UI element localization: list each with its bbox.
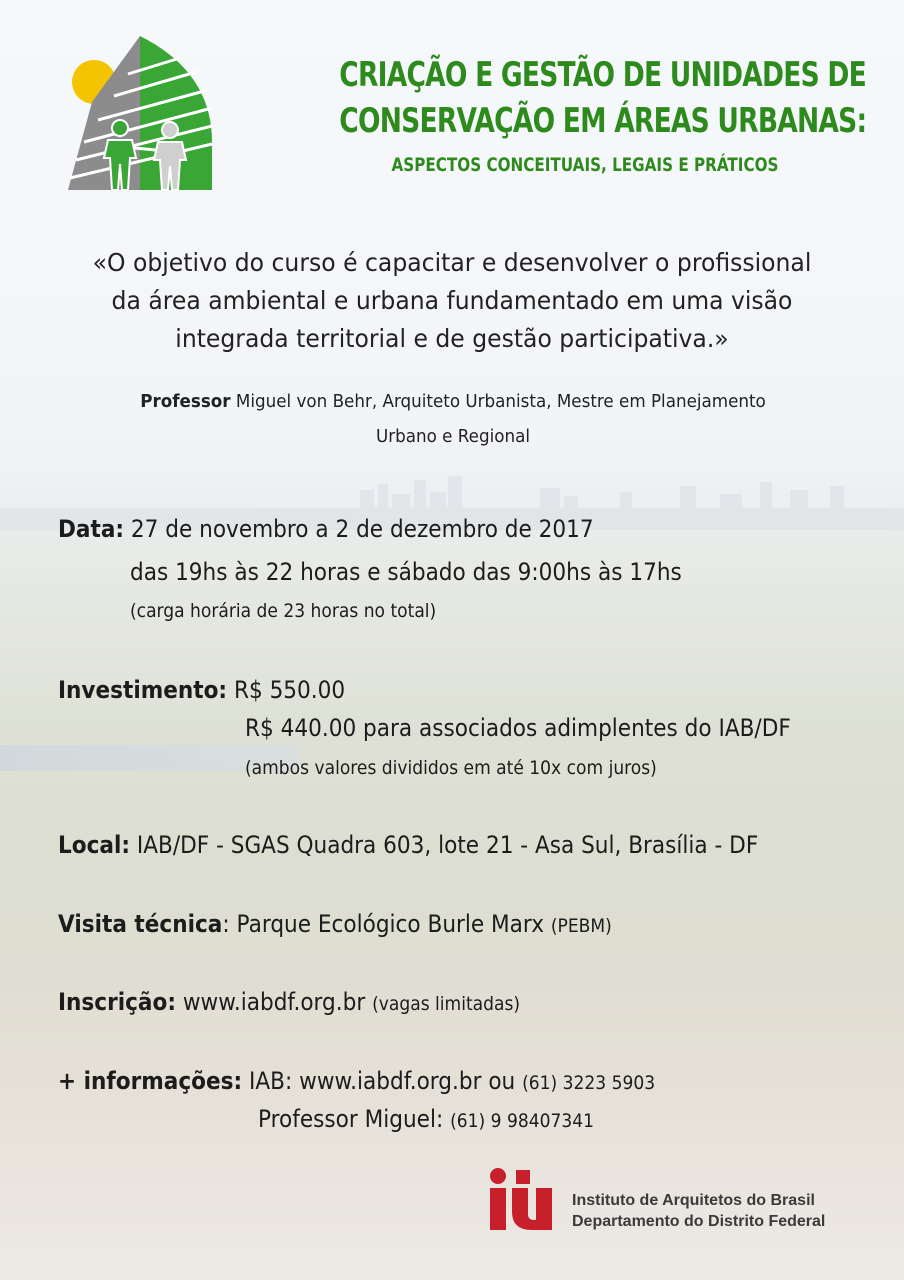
- more-info-row: [58, 1067, 796, 1095]
- green-leaf-people-logo: [62, 32, 214, 196]
- iab-logo: [486, 1166, 554, 1232]
- iab-org-name: [572, 1190, 892, 1232]
- date-range: 27 de novembro a 2 de dezembro de 2017: [130, 515, 594, 543]
- technical-visit-label: Visita técnica: [58, 910, 223, 938]
- more-info-label: + informações:: [58, 1067, 243, 1095]
- investment-member-price: R$ 440.00 para associados adimplentes do IAB/DF: [245, 714, 791, 742]
- quote-line-2: da área ambiental e urbana fundamentado em uma visão: [111, 286, 793, 315]
- date-hours: das 19hs às 22 horas e sábado das 9:00hs às 17hs: [130, 558, 682, 586]
- title-line-2: CONSERVAÇÃO EM ÁREAS URBANAS:: [339, 101, 867, 141]
- professor-info: [86, 384, 821, 454]
- iab-org-line-1: Instituto de Arquitetos do Brasil: [572, 1192, 815, 1209]
- technical-visit-row: [58, 910, 796, 938]
- investment-label: Investimento:: [58, 676, 228, 704]
- registration-label: Inscrição:: [58, 988, 176, 1016]
- technical-visit-value: Parque Ecológico Burle Marx: [236, 910, 544, 938]
- course-subtitle: ASPECTOS CONCEITUAIS, LEGAIS E PRÁTICOS: [391, 154, 779, 176]
- iab-org-line-2: Departamento do Distrito Federal: [572, 1213, 826, 1230]
- registration-row: [58, 988, 796, 1016]
- quote-line-3: integrada territorial e de gestão participativa.»: [175, 324, 729, 353]
- registration-note: (vagas limitadas): [372, 993, 521, 1015]
- professor-text-2: Urbano e Regional: [375, 426, 531, 447]
- more-info-professor: [258, 1105, 904, 1133]
- date-label: Data:: [58, 515, 125, 543]
- professor-label: Professor: [140, 391, 231, 412]
- technical-visit-sep: :: [222, 910, 230, 938]
- title-line-1: CRIAÇÃO E GESTÃO DE UNIDADES DE: [339, 55, 866, 95]
- technical-visit-note: (PEBM): [550, 915, 612, 937]
- investment-price: R$ 550.00: [233, 676, 346, 704]
- course-objective-quote: [65, 244, 840, 358]
- date-note: (carga horária de 23 horas no total): [130, 600, 437, 622]
- registration-link[interactable]: www.iabdf.org.br: [182, 988, 366, 1016]
- investment-note: (ambos valores divididos em até 10x com juros): [245, 757, 657, 779]
- location-value: IAB/DF - SGAS Quadra 603, lote 21 - Asa Sul, Brasília - DF: [136, 831, 759, 859]
- more-info-iab: IAB: www.iabdf.org.br ou: [249, 1067, 516, 1095]
- more-info-professor-label: Professor Miguel:: [258, 1105, 444, 1133]
- date-row: [58, 515, 796, 543]
- course-title: [270, 52, 900, 178]
- quote-line-1: «O objetivo do curso é capacitar e desenvolver o profissional: [92, 248, 812, 277]
- location-row: [58, 831, 796, 859]
- investment-row: [58, 676, 796, 704]
- more-info-professor-phone: (61) 9 98407341: [450, 1110, 595, 1132]
- location-label: Local:: [58, 831, 131, 859]
- professor-text-1: Miguel von Behr, Arquiteto Urbanista, Mestre em Planejamento: [235, 391, 766, 412]
- more-info-iab-phone: (61) 3223 5903: [522, 1072, 656, 1094]
